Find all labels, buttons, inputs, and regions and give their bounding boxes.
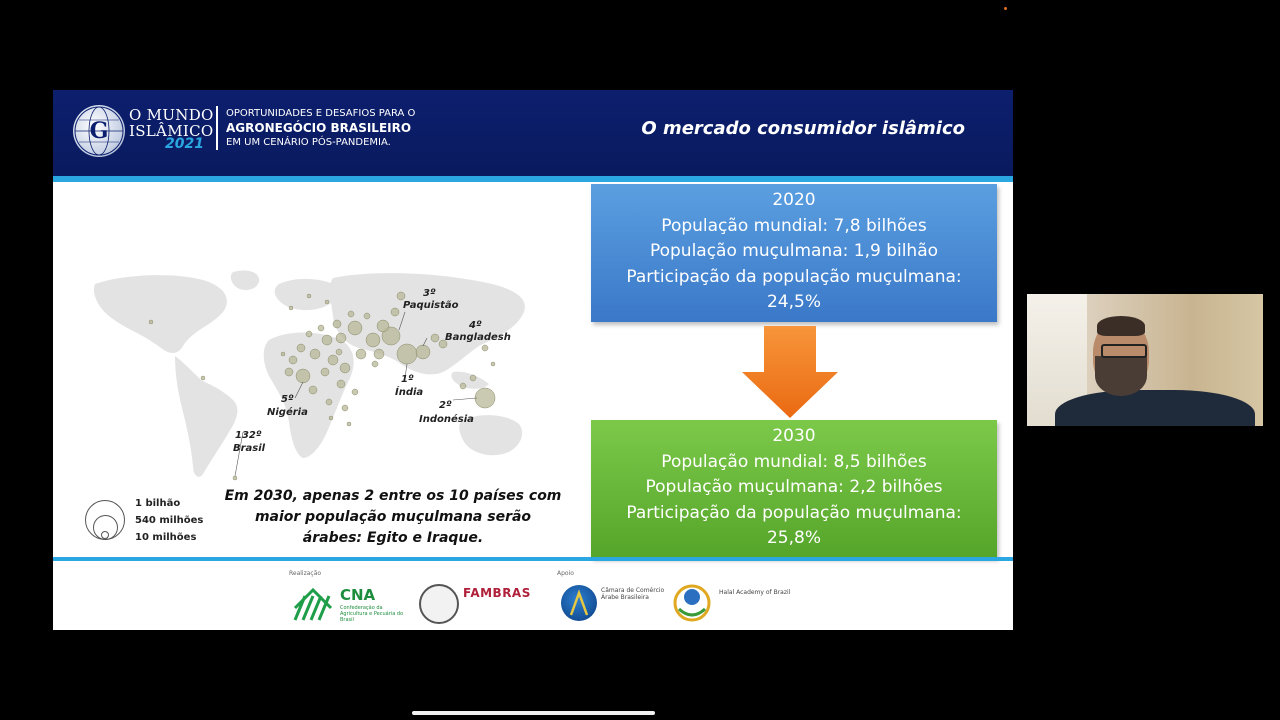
halal-academy-name: Halal Academy of Brazil (719, 589, 791, 596)
footer-apoio: Apoio (557, 570, 574, 577)
label-india: Índia (395, 387, 424, 398)
label-nigeria: Nigéria (267, 407, 308, 418)
box-2020-year: 2020 (772, 190, 816, 210)
box-2030-line2: População muçulmana: 2,2 bilhões (645, 477, 943, 497)
label-bangladesh-rank: 4º (469, 320, 482, 331)
box-2030-line3: Participação da população muçulmana: (626, 502, 962, 523)
box-2020 (591, 184, 997, 322)
brand-line2: ISLÂMICO (129, 122, 214, 140)
down-arrow-icon (742, 326, 838, 418)
label-bangladesh: Bangladesh (445, 332, 511, 343)
svg-text:G: G (89, 118, 109, 144)
globe-logo-icon (73, 105, 125, 157)
legend-label-2: 540 milhões (135, 515, 204, 526)
label-pakistan-rank: 3º (423, 288, 436, 299)
cna-name: CNA (340, 586, 376, 604)
label-nigeria-rank: 5º (281, 394, 294, 405)
home-indicator-bar[interactable] (412, 711, 655, 715)
label-pakistan: Paquistão (403, 300, 459, 311)
label-indonesia: Indonésia (419, 414, 474, 425)
participant-body (1055, 390, 1255, 426)
brand-line1: O MUNDO (129, 106, 214, 124)
label-brasil: Brasil (233, 443, 266, 454)
box-2030-year: 2030 (772, 426, 816, 446)
label-indonesia-rank: 2º (439, 400, 452, 411)
footer-realizacao: Realização (289, 570, 322, 577)
participant-glasses (1101, 344, 1147, 358)
footer-accent-line (53, 557, 1013, 561)
camara-logo-icon (561, 585, 597, 621)
slide-title: O mercado consumidor islâmico (641, 118, 965, 139)
participant-beard (1095, 356, 1147, 396)
box-2030 (591, 420, 997, 558)
fambras-name: FAMBRAS (463, 586, 531, 600)
slide-header (53, 90, 1013, 176)
world-map-graphic (83, 268, 553, 508)
subtitle-line3: EM UM CENÁRIO PÓS-PANDEMIA. (226, 137, 391, 148)
participant-hair (1097, 316, 1145, 336)
legend-label-1: 1 bilhão (135, 498, 181, 509)
subtitle-line1: OPORTUNIDADES E DESAFIOS PARA O (226, 108, 416, 119)
halal-academy-logo-icon (671, 583, 713, 623)
subtitle-line2: AGRONEGÓCIO BRASILEIRO (226, 121, 412, 135)
box-2030-line1: População mundial: 8,5 bilhões (661, 451, 927, 472)
label-india-rank: 1º (401, 374, 414, 385)
box-2020-line2: População muçulmana: 1,9 bilhão (649, 241, 939, 261)
box-2020-line1: População mundial: 7,8 bilhões (661, 215, 927, 236)
box-2030-line4: 25,8% (766, 528, 821, 548)
indicator-dot (1004, 7, 1007, 10)
presentation-slide (53, 90, 1013, 630)
participant-video-tile[interactable] (1027, 294, 1263, 426)
camara-name: Câmara de Comércio Árabe Brasileira (601, 587, 665, 601)
box-2020-line3: Participação da população muçulmana: (626, 266, 962, 287)
header-accent-line (53, 176, 1013, 182)
box-2020-line4: 24,5% (766, 292, 821, 312)
brand-year: 2021 (165, 136, 204, 152)
legend-circle-small (101, 531, 109, 539)
label-brasil-rank: 132º (235, 430, 262, 441)
fambras-seal-icon (419, 584, 459, 624)
header-separator (216, 106, 218, 150)
cna-logo-icon (293, 586, 333, 622)
legend-label-3: 10 milhões (135, 532, 197, 543)
world-map (83, 268, 553, 508)
cna-subtitle: Confederação da Agricultura e Pecuária do Brasil (340, 605, 404, 623)
map-caption: Em 2030, apenas 2 entre os 10 países com maior população muçulmana serão árabes: Egito e Iraque. (224, 488, 562, 546)
